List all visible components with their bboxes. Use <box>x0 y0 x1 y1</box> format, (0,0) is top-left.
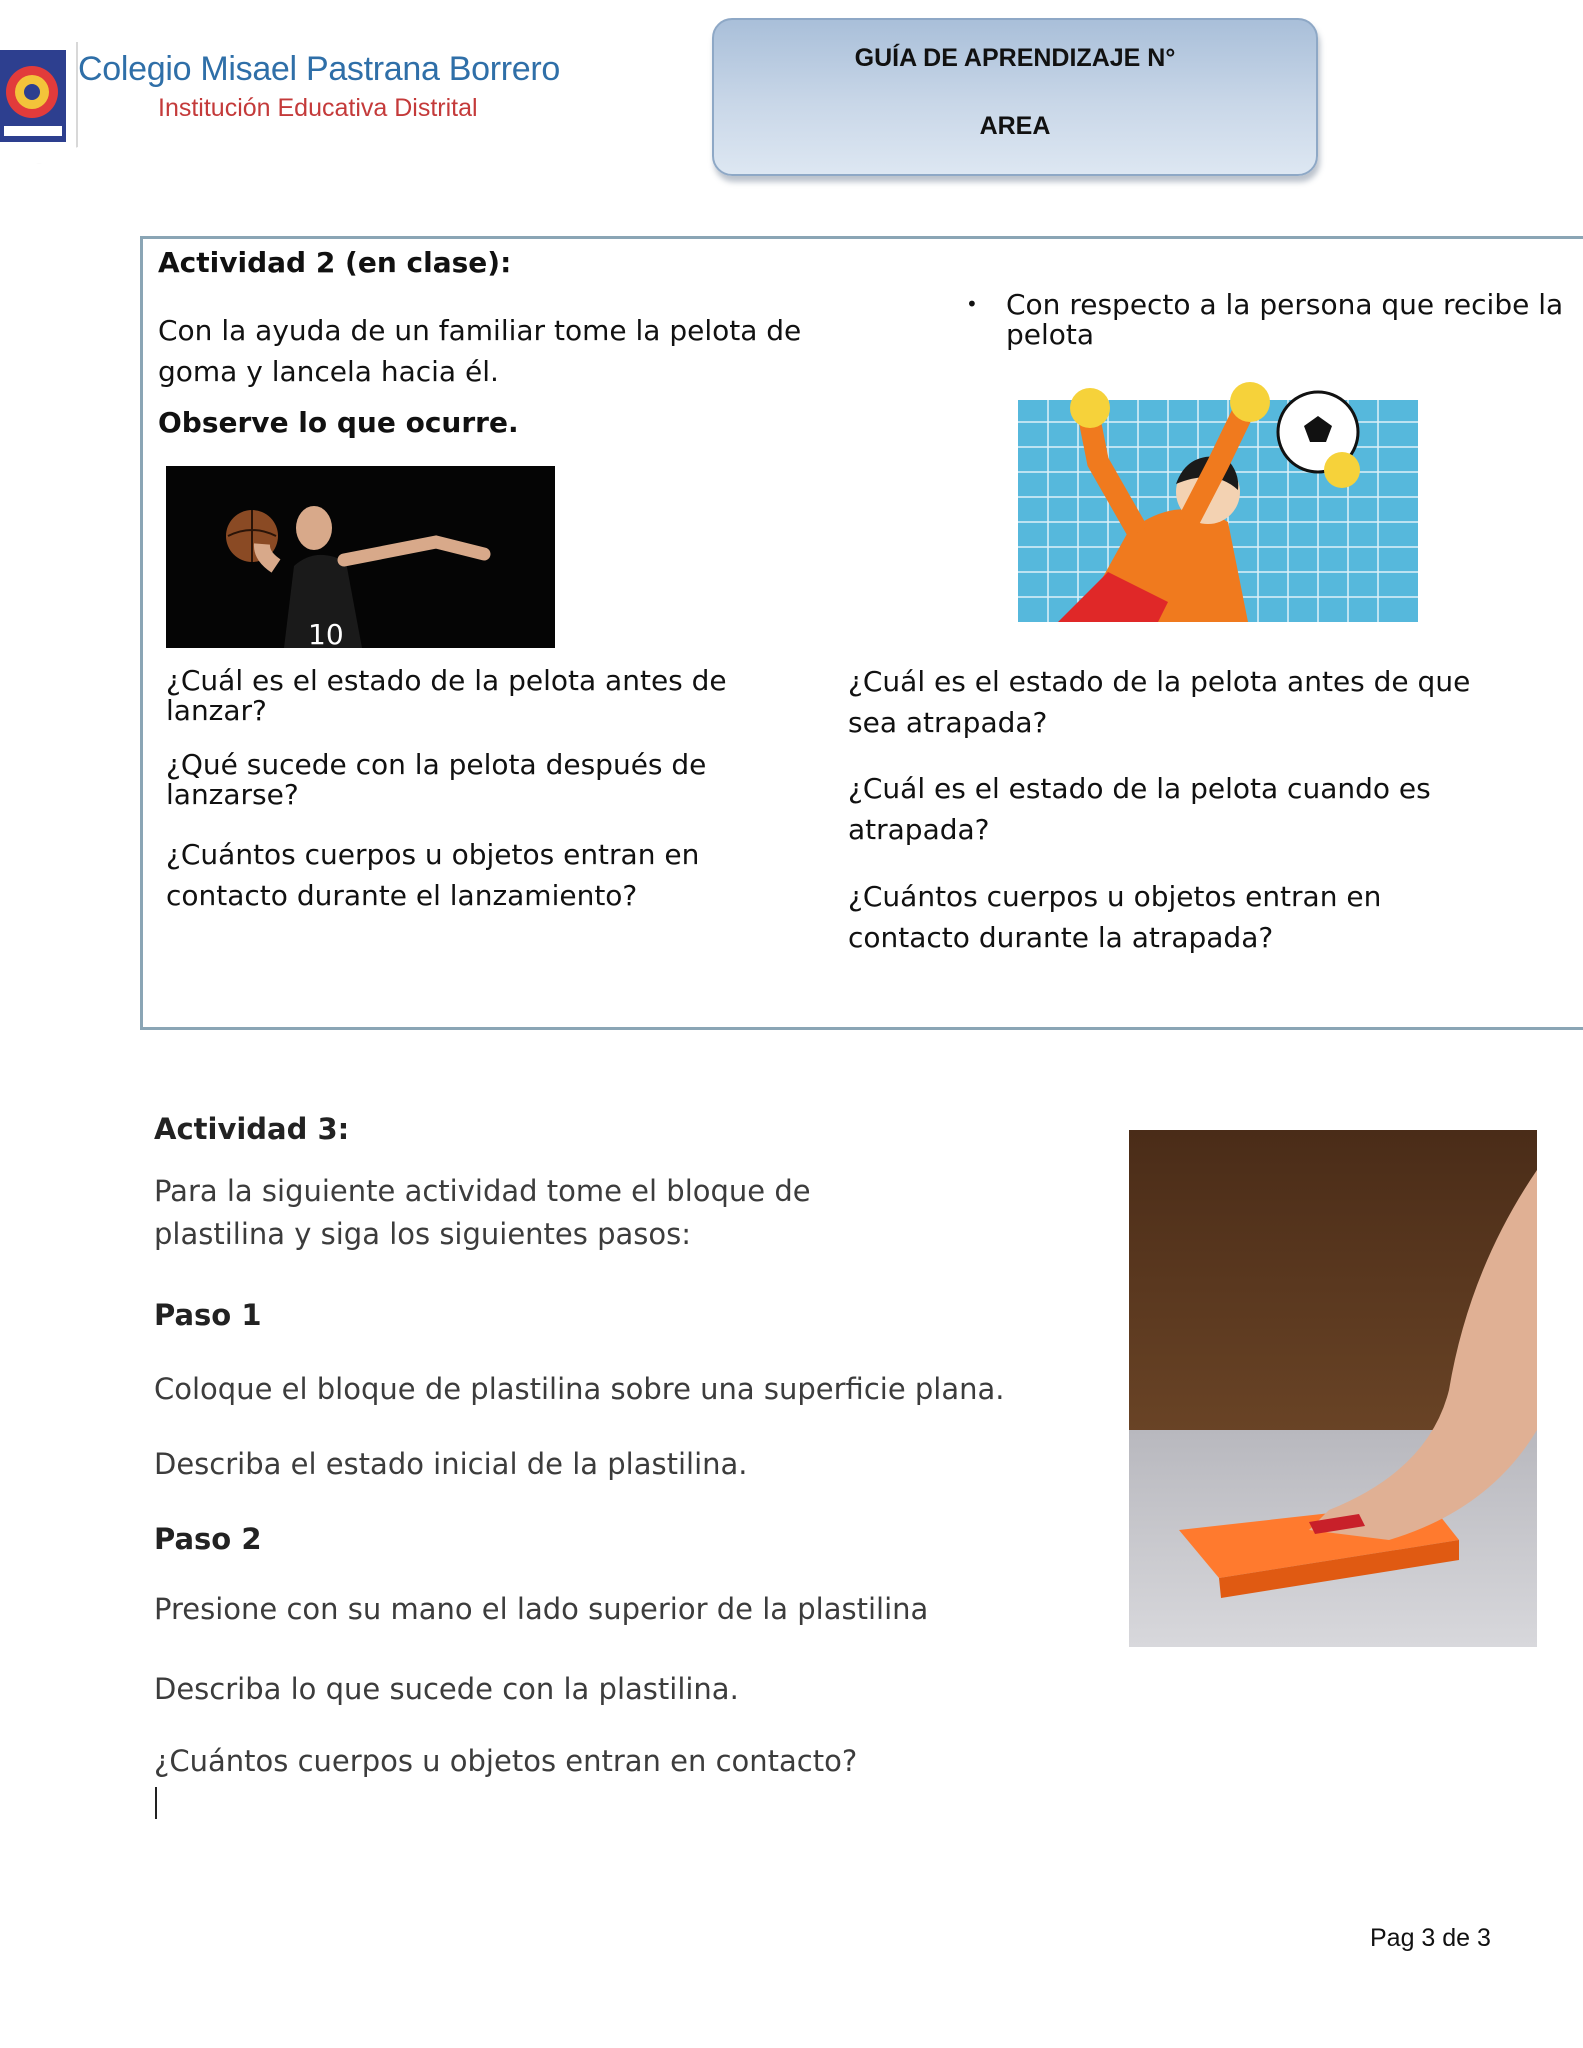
plasticine-block-image <box>1129 1130 1537 1647</box>
svg-text:10: 10 <box>308 618 344 648</box>
activity2-observe: Observe lo que ocurre. <box>158 406 519 439</box>
step2-describe: Describa lo que sucede con la plastilina. <box>154 1672 739 1706</box>
left-question-2: ¿Qué sucede con la pelota después de lanzarse? <box>166 748 707 811</box>
bullet-dot: • <box>966 292 978 316</box>
activity2-intro: Con la ayuda de un familiar tome la pelota de goma y lancela hacia él. <box>158 314 802 388</box>
page-number: Pag 3 de 3 <box>1370 1924 1491 1952</box>
activity3-intro: Para la siguiente actividad tome el bloque de plastilina y siga los siguientes pasos: <box>154 1174 811 1251</box>
basketball-player-image <box>166 466 555 648</box>
guide-title: GUÍA DE APRENDIZAJE N° <box>854 44 1176 72</box>
activity2-bullet: Con respecto a la persona que recibe la pelota <box>1006 288 1564 351</box>
right-question-1: ¿Cuál es el estado de la pelota antes de que sea atrapada? <box>848 665 1471 739</box>
left-question-3: ¿Cuántos cuerpos u objetos entran en contacto durante el lanzamiento? <box>166 838 700 912</box>
activity3-title: Actividad 3: <box>154 1112 350 1146</box>
school-crest-logo <box>0 42 78 164</box>
step1-describe: Describa el estado inicial de la plastilina. <box>154 1447 748 1481</box>
area-label: AREA <box>979 112 1051 140</box>
activity2-title: Actividad 2 (en clase): <box>158 246 512 279</box>
step1-text: Coloque el bloque de plastilina sobre una superficie plana. <box>154 1372 1005 1406</box>
right-question-3: ¿Cuántos cuerpos u objetos entran en contacto durante la atrapada? <box>848 880 1382 954</box>
right-question-2: ¿Cuál es el estado de la pelota cuando es atrapada? <box>848 772 1431 846</box>
school-name: Colegio Misael Pastrana Borrero <box>78 50 561 88</box>
school-subtitle: Institución Educativa Distrital <box>158 94 478 122</box>
goalkeeper-cartoon-image <box>1018 372 1418 622</box>
guide-header-box <box>712 18 1318 176</box>
left-question-1: ¿Cuál es el estado de la pelota antes de lanzar? <box>166 664 727 727</box>
text-cursor <box>155 1787 157 1819</box>
activity3-question: ¿Cuántos cuerpos u objetos entran en contacto? <box>154 1744 858 1778</box>
step1-title: Paso 1 <box>154 1298 262 1332</box>
step2-text: Presione con su mano el lado superior de la plastilina <box>154 1592 929 1626</box>
step2-title: Paso 2 <box>154 1522 262 1556</box>
